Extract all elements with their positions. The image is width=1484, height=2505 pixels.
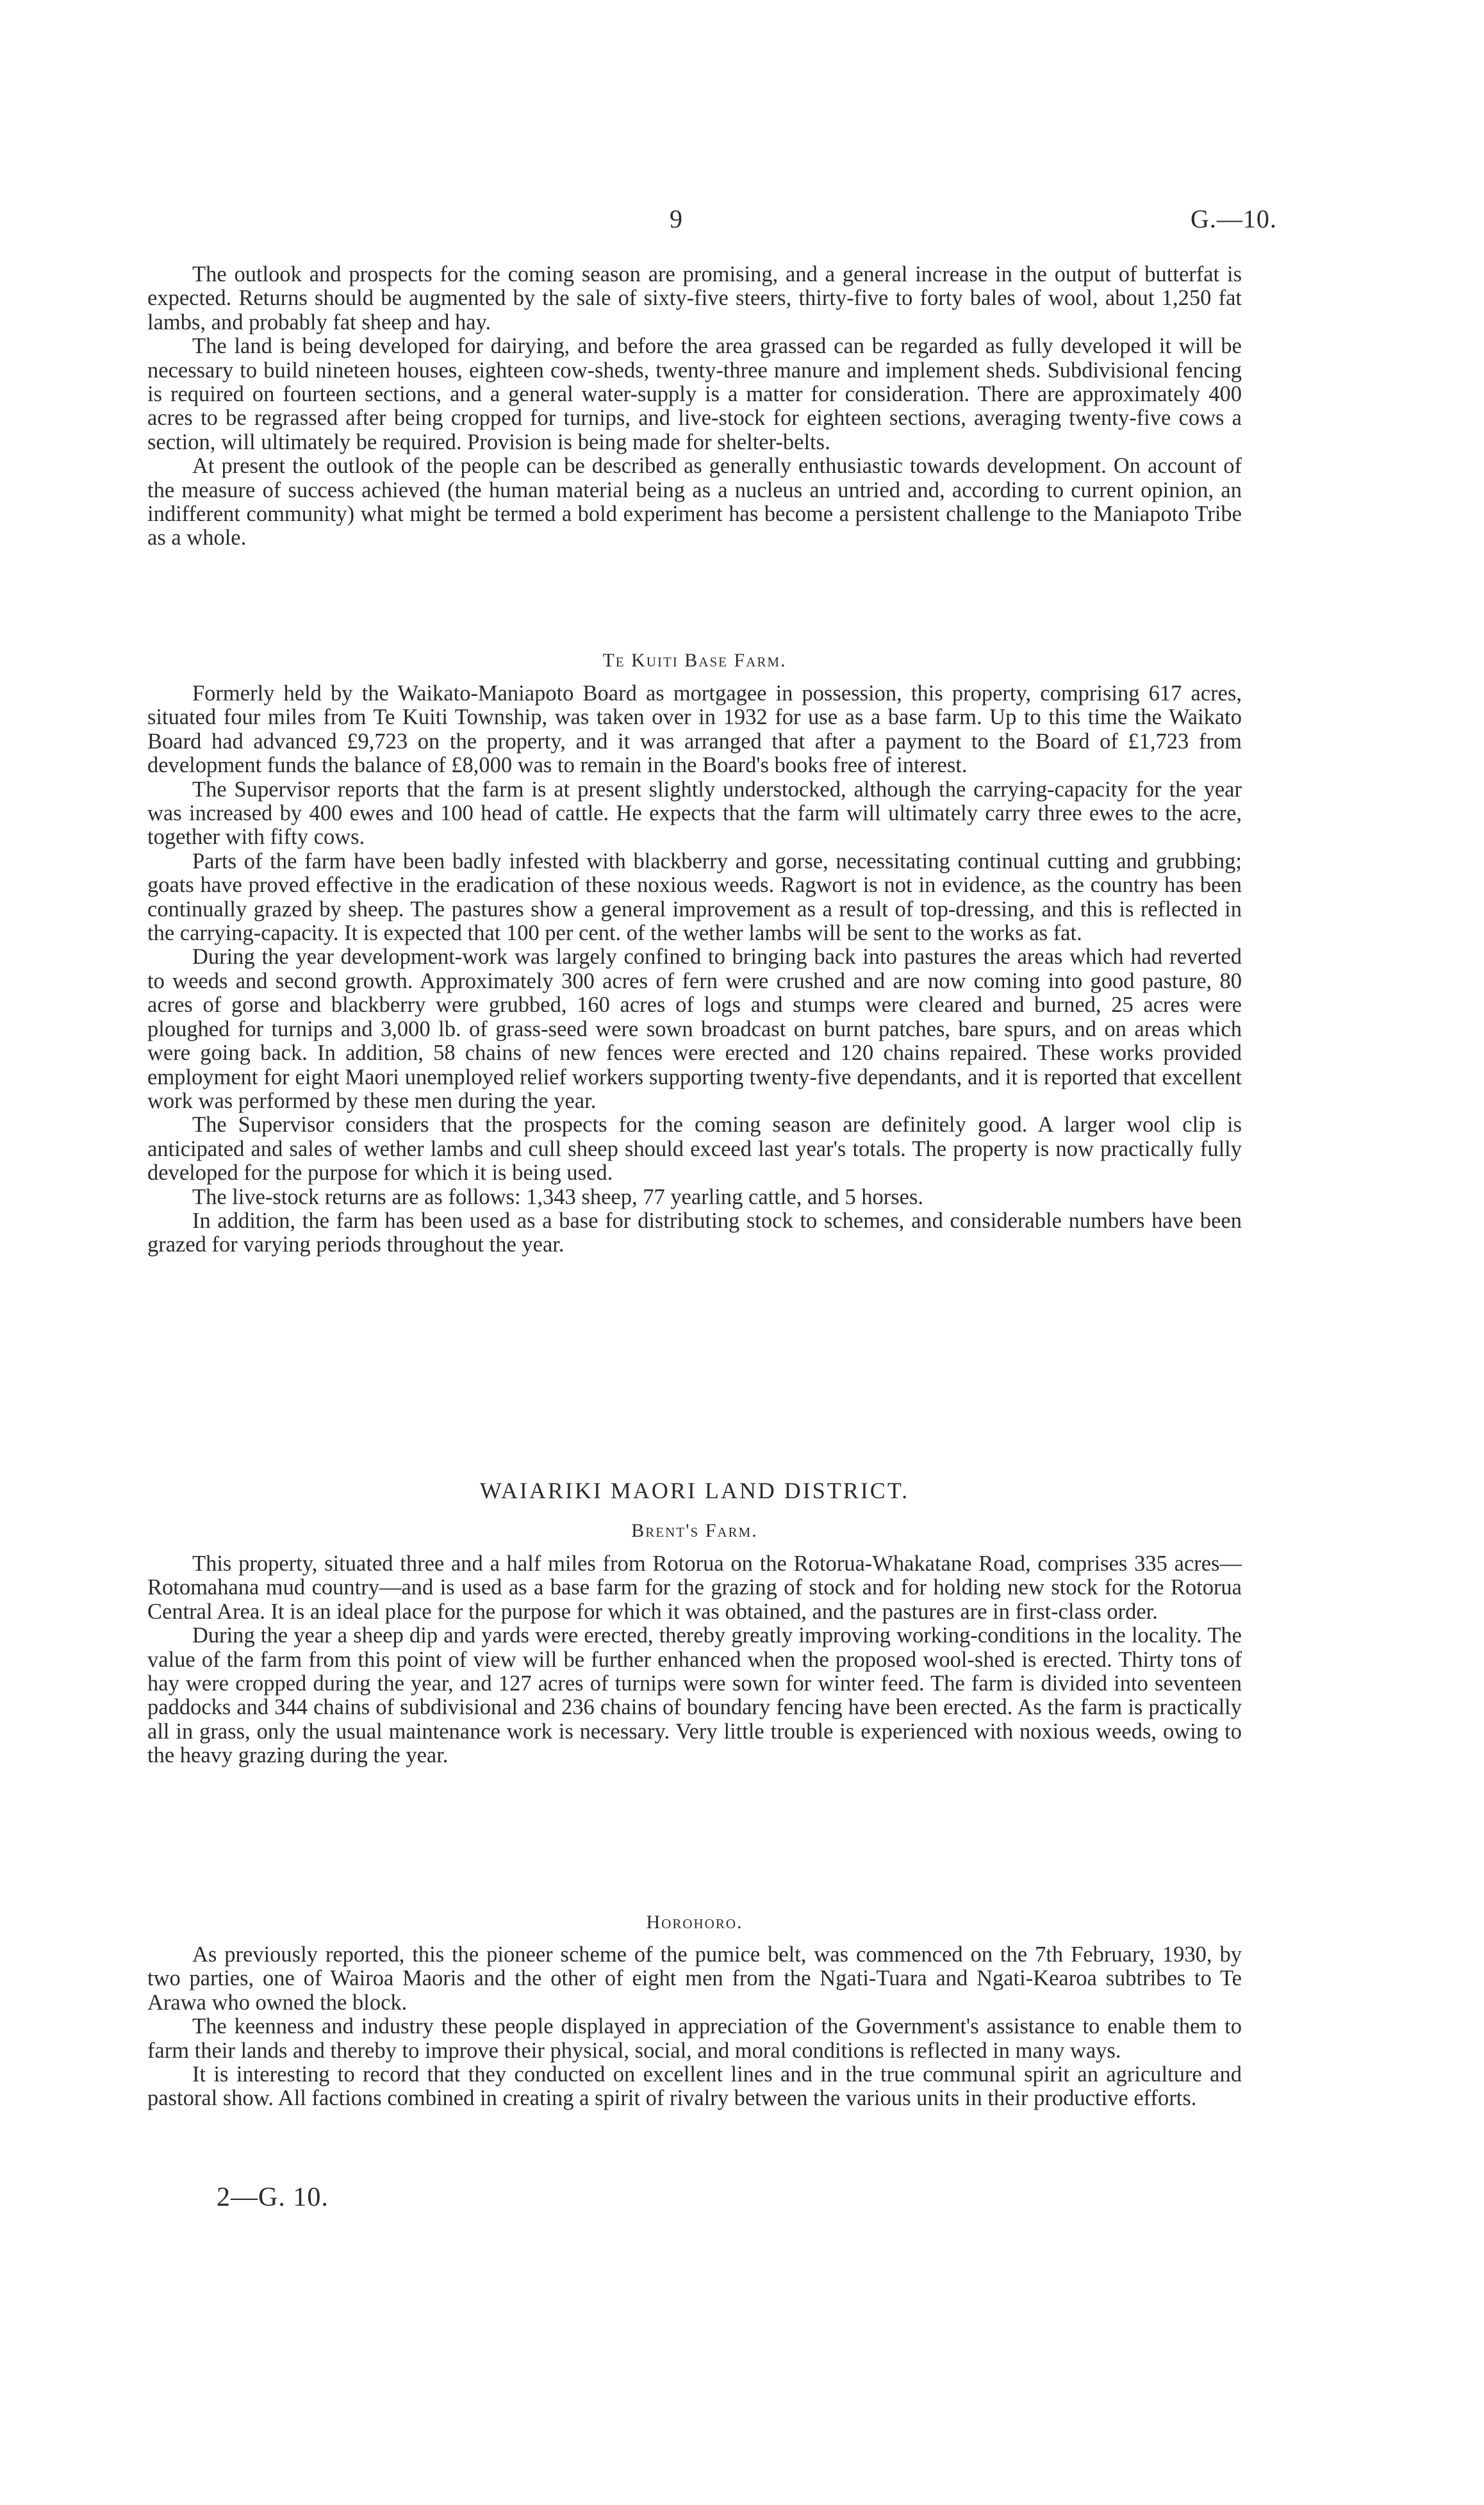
te-kuiti-section <box>147 682 1242 1257</box>
brents-farm-section <box>147 1552 1242 1768</box>
section-heading-horohoro: Horohoro. <box>646 1912 743 1933</box>
page-number: 9 <box>670 204 682 233</box>
intro-section <box>147 263 1242 550</box>
section-heading-te-kuiti: Te Kuiti Base Farm. <box>602 650 787 671</box>
paragraph: Formerly held by the Waikato-Maniapoto Board as mortgagee in possession, this property, comprising 617 acres, situated four miles from Te Kuiti Township, was taken over in 1932 for use as a base farm. Up to this time the Waikato Board had advanced £9,723 on the property, and it was arranged that after a payment to the Board of £1,723 from development funds the balance of £8,000 was to remain in the Board's books free of interest. <box>147 681 1242 778</box>
paragraph: The Supervisor reports that the farm is at present slightly understocked, although the carrying-capacity for the year was increased by 400 ewes and 100 head of cattle. He expects that the farm will ultimately carry three ewes to the acre, together with fifty cows. <box>147 777 1242 850</box>
paragraph: It is interesting to record that they conducted on excellent lines and in the true communal spirit an agriculture and pastoral show. All factions combined in creating a spirit of rivalry between the various units in their productive efforts. <box>147 2062 1242 2111</box>
paragraph: During the year a sheep dip and yards were erected, thereby greatly improving working-conditions in the locality. The value of the farm from this point of view will be further enhanced when the proposed wool-shed is erected. Thirty tons of hay were cropped during the year, and 127 acres of turnips were sown for winter feed. The farm is divided into seventeen paddocks and 344 chains of subdivisional and 236 chains of boundary fencing have been erected. As the farm is practically all in grass, only the usual maintenance work is necessary. Very little trouble is experienced with noxious weeds, owing to the heavy grazing during the year. <box>147 1623 1242 1768</box>
paragraph: The land is being developed for dairying, and before the area grassed can be regarded as fully developed it will be necessary to build nineteen houses, eighteen cow-sheds, twenty-three manure and implement sheds. Subdivisional fencing is required on fourteen sections, and a general water-supply is a matter for consideration. There are approximately 400 acres to be regrassed after being cropped for turnips, and live-stock for eighteen sections, averaging twenty-five cows a section, will ultimately be required. Provision is being made for shelter-belts. <box>147 334 1242 454</box>
paragraph: At present the outlook of the people can be described as generally enthusiastic towards development. On account of the measure of success achieved (the human material being as a nucleus an untried and, according to current opinion, an indifferent community) what might be termed a bold experiment has become a persistent challenge to the Maniapoto Tribe as a whole. <box>147 454 1242 550</box>
footer-reference: 2—G. 10. <box>217 2183 329 2212</box>
paragraph: The live-stock returns are as follows: 1,343 sheep, 77 yearling cattle, and 5 horses. <box>192 1184 924 1209</box>
horohoro-section <box>147 1943 1242 2111</box>
paragraph: Parts of the farm have been badly infested with blackberry and gorse, necessitating continual cutting and grubbing; goats have proved effective in the eradication of these noxious weeds. Ragwort is not in evidence, as the country has been continually grazed by sheep. The pastures show a general improvement as a result of top-dressing, and this is reflected in the carrying-capacity. It is expected that 100 per cent. of the wether lambs will be sent to the works as fat. <box>147 848 1242 946</box>
section-heading-brents-farm: Brent's Farm. <box>631 1520 758 1541</box>
paragraph: The outlook and prospects for the coming season are promising, and a general increase in the output of butterfat is expected. Returns should be augmented by the sale of sixty-five steers, thirty-five to forty bales of wool, about 1,250 fat lambs, and probably fat sheep and hay. <box>147 262 1242 335</box>
paragraph: This property, situated three and a half miles from Rotorua on the Rotorua-Whakatane Road, comprises 335 acres—Rotomahana mud country—and is used as a base farm for the grazing of stock and for holding new stock for the Rotorua Central Area. It is an ideal place for the purpose for which it was obtained, and the pastures are in first-class order. <box>147 1551 1242 1624</box>
paragraph: The Supervisor considers that the prospects for the coming season are definitely good. A larger wool clip is anticipated and sales of wether lambs and cull sheep should exceed last year's totals. The property is now practically fully developed for the purpose for which it is being used. <box>147 1112 1242 1186</box>
paragraph: During the year development-work was largely confined to bringing back into pastures the areas which had reverted to weeds and second growth. Approximately 300 acres of fern were crushed and are now coming into good pasture, 80 acres of gorse and blackberry were grubbed, 160 acres of logs and stumps were cleared and burned, 25 acres were ploughed for turnips and 3,000 lb. of grass-seed were sown broadcast on burnt patches, bare spurs, and on areas which were going back. In addition, 58 chains of new fences were erected and 120 chains repaired. These works provided employment for eight Maori unemployed relief workers supporting twenty-five dependants, and it is reported that excellent work was performed by these men during the year. <box>147 945 1242 1113</box>
district-title: WAIARIKI MAORI LAND DISTRICT. <box>479 1478 910 1503</box>
paragraph: In addition, the farm has been used as a base for distributing stock to schemes, and considerable numbers have been grazed for varying periods throughout the year. <box>147 1208 1242 1257</box>
document-reference: G.—10. <box>1191 204 1277 233</box>
paragraph: The keenness and industry these people displayed in appreciation of the Government's assistance to enable them to farm their lands and thereby to improve their physical, social, and moral conditions is reflected in many ways. <box>147 2014 1242 2063</box>
paragraph: As previously reported, this the pioneer scheme of the pumice belt, was commenced on the 7th February, 1930, by two parties, one of Wairoa Maoris and the other of eight men from the Ngati-Tuara and Ngati-Kearoa subtribes to Te Arawa who owned the block. <box>147 1942 1242 2015</box>
